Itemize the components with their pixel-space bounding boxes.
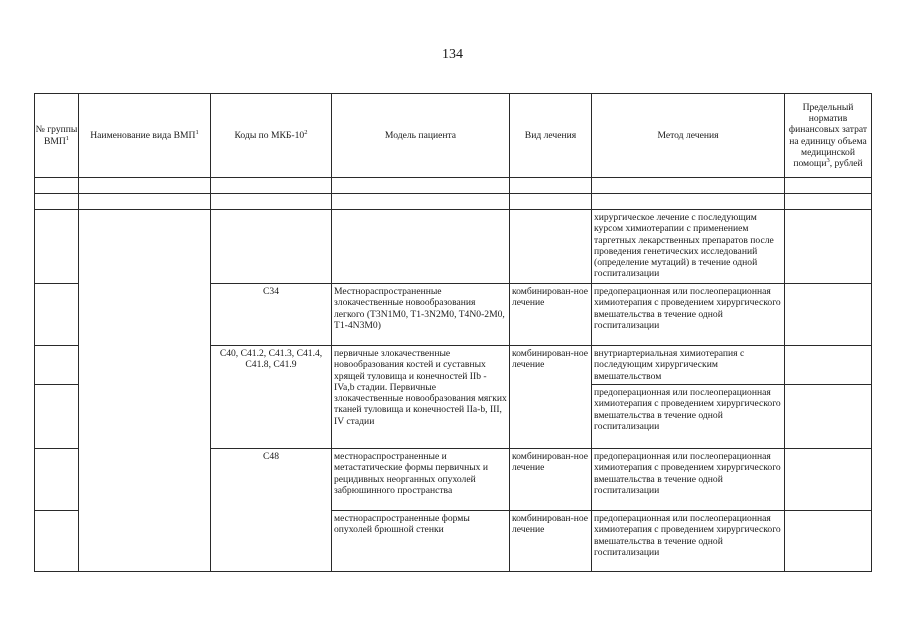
table-cell-type: комбинирован-ное лечение [512,513,589,536]
table-cell-method: предоперационная или послеоперационная химиотерапия с проведением хирургического вмешательства в течение одной госпитализации [594,451,781,496]
table-cell-model: Местнораспространенные злокачественные новообразования легкого (T3N1M0, T1-3N2M0, T4N0-2M0, T1-4N3M0) [334,286,505,331]
header-cost-norm: Предельный норматив финансовых затрат на единицу объема медицинской помощи$^3$, рублей [788,101,868,170]
table-cell-codes: C48 [263,451,279,462]
table-rule-row-3 [210,448,872,449]
header-treatment-type: Вид лечения [524,129,577,141]
table-rule-row-2 [210,345,872,346]
table-rule-row-1 [210,283,872,284]
table-rule-row-1 [34,283,78,284]
table-rule-header-bottom [34,177,872,178]
header-treatment-method: Метод лечения [657,129,719,141]
table-cell-method: предоперационная или послеоперационная химиотерапия с проведением хирургического вмешательства в течение одной госпитализации [594,387,781,432]
header-icd-codes: Коды по МКБ-$10^2$ [234,128,308,141]
table-cell-model: местнораспространенные и метастатические формы первичных и рецидивных неорганных опухолей забрюшинного пространства [334,451,489,496]
page-number: 134 [442,47,463,62]
table-rule-group-start [34,209,872,210]
header-patient-model: Модель пациента [384,129,457,141]
header-group-no: № группы ВМП$^1$ [35,124,78,147]
table-cell-method: внутриартериальная химиотерапия с последующим хирургическим вмешательством [594,348,745,382]
table-col-rule [871,93,872,571]
table-cell-codes: C40, C41.2, C41.3, C41.4, C41.8, C41.9 [219,348,323,371]
table-rule-row-2 [34,345,78,346]
table-rule-row-3-method [34,384,78,385]
table-rule-row-3 [34,448,78,449]
table-cell-model: первичные злокачественные новообразования костей и суставных хрящей туловища и конечностей IIb - IVa,b стадии. Первичные злокачественные новообразования мягких тканей туловища и конечностей IIa-b, III, IV стадии [334,348,507,427]
table-col-rule [784,93,785,571]
table-cell-method: хирургическое лечение с последующим курсом химиотерапии с применением таргетных лекарственных препаратов после проведения генетических исследований (определение мутаций) в течение одной госпитализации [594,212,774,280]
table-cell-type: комбинирован-ное лечение [512,286,589,309]
table-cell-type: комбинирован-ное лечение [512,348,589,371]
table-rule-blank-row [34,193,872,194]
table-cell-method: предоперационная или послеоперационная химиотерапия с проведением хирургического вмешательства в течение одной госпитализации [594,513,781,558]
table-rule-row-4 [331,510,872,511]
table-rule-row-4 [34,510,78,511]
table-cell-codes: C34 [263,286,279,297]
table-cell-model: местнораспространенные формы опухолей брюшной стенки [334,513,470,536]
table-cell-method: предоперационная или послеоперационная химиотерапия с проведением хирургического вмешательства в течение одной госпитализации [594,286,781,331]
table-rule-bottom [34,571,872,572]
table-cell-type: комбинирован-ное лечение [512,451,589,474]
header-vmp-name: Наименование вида ВМП$^1$ [90,128,199,141]
table-rule-row-3-method [591,384,872,385]
